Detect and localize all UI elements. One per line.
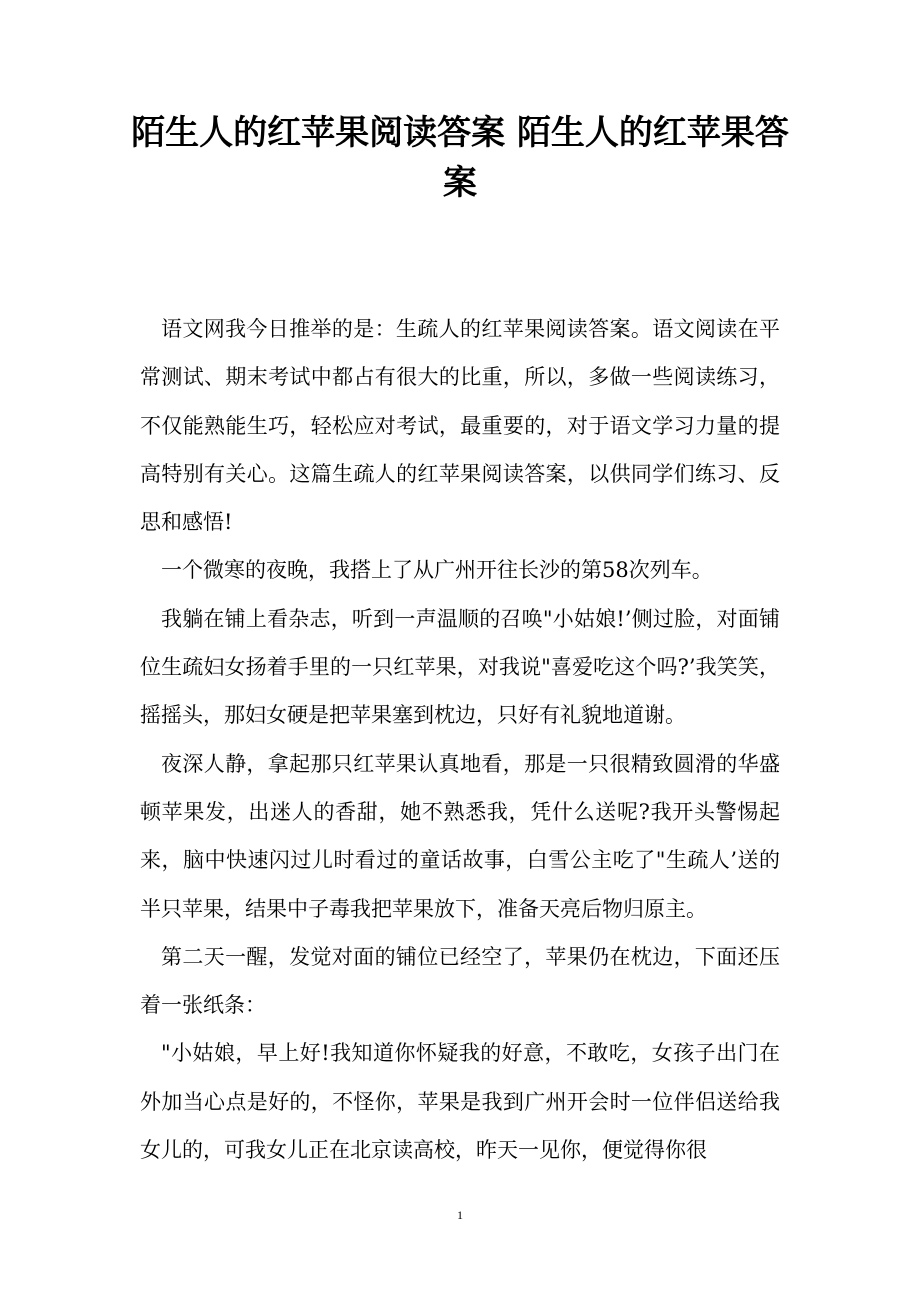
paragraph: 夜深人静，拿起那只红苹果认真地看，那是一只很精致圆滑的华盛顿苹果发，出迷人的香甜，她不熟悉我，凭什么送呢?我开头警惕起来，脑中快速闪过儿时看过的童话故事，白雪公主吃了"生疏人’送的半只苹果，结果中子毒我把苹果放下，准备天亮后物归原主。 xyxy=(140,751,780,921)
paragraph: 我躺在铺上看杂志，听到一声温顺的召唤"小姑娘!’侧过脸，对面铺位生疏妇女扬着手里的一只红苹果，对我说"喜爱吃这个吗?’我笑笑，摇摇头，那妇女硬是把苹果塞到枕边，只好有礼貌地道谢。 xyxy=(140,606,780,728)
page-title: 陌生人的红苹果阅读答案 陌生人的红苹果答案 xyxy=(131,113,789,203)
paragraph: 一个微寒的夜晚，我搭上了从广州开往长沙的第58次列车。 xyxy=(161,558,713,583)
paragraph-intro: 语文网我今日推举的是：生疏人的红苹果阅读答案。语文阅读在平常测试、期末考试中都占有很大的比重，所以，多做一些阅读练习，不仅能熟能生巧，轻松应对考试，最重要的，对于语文学习力量的提高特别有关心。这篇生疏人的红苹果阅读答案，以供同学们练习、反思和感悟! xyxy=(140,317,780,535)
paragraph: "小姑娘，早上好!我知道你怀疑我的好意，不敢吃，女孩子出门在外加当心点是好的，不怪你，苹果是我到广州开会时一位伴侣送给我女儿的，可我女儿正在北京读高校，昨天一见你，便觉得你很 xyxy=(140,1041,780,1163)
article-body xyxy=(140,305,780,1174)
paragraph: 第二天一醒，发觉对面的铺位已经空了，苹果仍在枕边，下面还压着一张纸条： xyxy=(140,944,780,1018)
page-number: 1 xyxy=(457,1208,463,1222)
